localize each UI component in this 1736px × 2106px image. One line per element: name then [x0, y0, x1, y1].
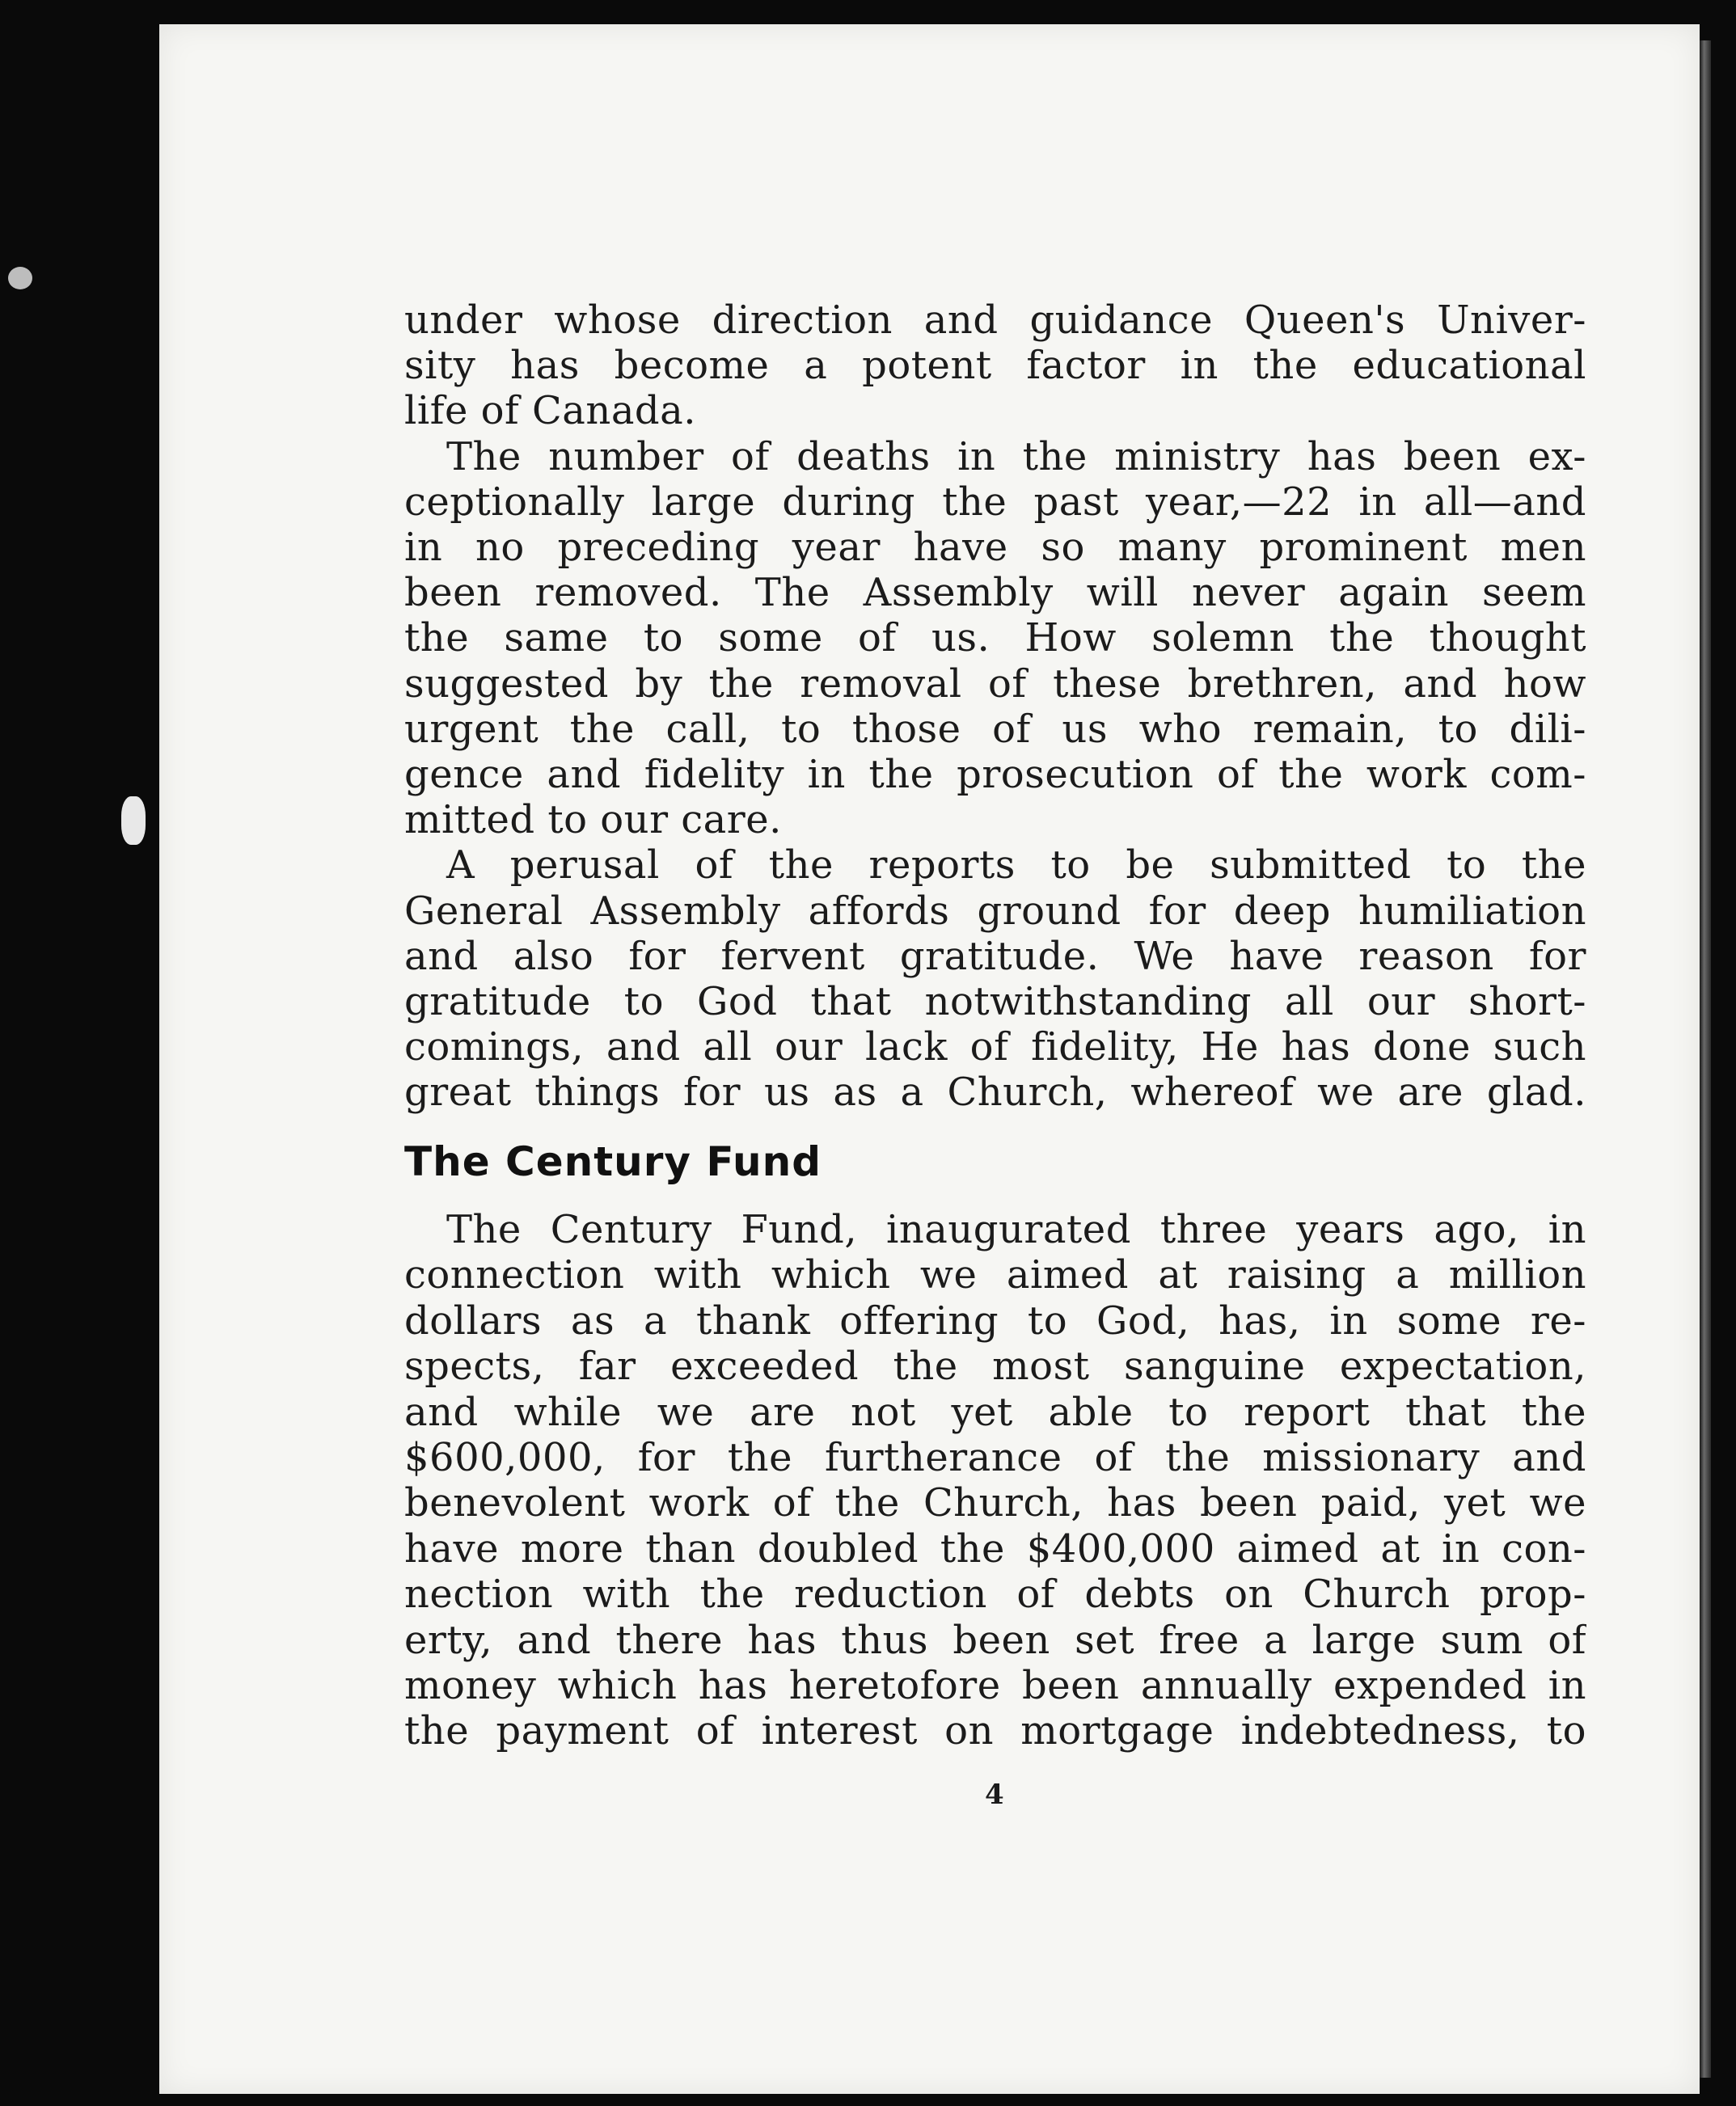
- text-line: gence and fidelity in the prosecution of the work com-: [404, 752, 1586, 798]
- text-line: connection with which we aimed at raising a million: [404, 1252, 1586, 1298]
- text-line: and while we are not yet able to report that the: [404, 1389, 1586, 1435]
- scan-speck: [121, 796, 146, 845]
- text-line: ceptionally large during the past year,—22 in all—and: [404, 479, 1586, 525]
- text-line: have more than doubled the $400,000 aimed at in con-: [404, 1526, 1586, 1572]
- text-line: money which has heretofore been annually expended in: [404, 1663, 1586, 1709]
- text-line: urgent the call, to those of us who remain, to dili-: [404, 706, 1586, 752]
- text-line: The Century Fund, inaugurated three years ago, in: [446, 1207, 1586, 1252]
- text-line: suggested by the removal of these brethren, and how: [404, 660, 1586, 707]
- text-line: the same to some of us. How solemn the thought: [404, 615, 1586, 661]
- text-line: A perusal of the reports to be submitted to the: [446, 842, 1586, 888]
- page-edge: [1700, 40, 1711, 2078]
- text-line: spects, far exceeded the most sanguine expectation,: [404, 1344, 1586, 1390]
- text-line: under whose direction and guidance Queen's Univer-: [404, 298, 1586, 343]
- body-text-top: [404, 298, 1586, 1116]
- section-heading: The Century Fund: [404, 1138, 822, 1185]
- text-line: great things for us as a Church, whereof we are glad.: [404, 1070, 1586, 1116]
- scan-speck: [8, 267, 32, 289]
- text-line: in no preceding year have so many prominent men: [404, 525, 1586, 571]
- text-line: comings, and all our lack of fidelity, He has done such: [404, 1024, 1586, 1070]
- text-line: The number of deaths in the ministry has been ex-: [446, 433, 1586, 479]
- page-number: 4: [985, 1779, 1004, 1811]
- text-line: benevolent work of the Church, has been paid, yet we: [404, 1480, 1586, 1526]
- text-line: mitted to our care.: [404, 797, 782, 843]
- text-line: gratitude to God that notwithstanding all our short-: [404, 979, 1586, 1025]
- text-line: General Assembly affords ground for deep humiliation: [404, 888, 1586, 934]
- text-line: nection with the reduction of debts on Church prop-: [404, 1572, 1586, 1618]
- text-line: dollars as a thank offering to God, has, in some re-: [404, 1298, 1586, 1344]
- text-line: life of Canada.: [404, 388, 697, 434]
- text-line: sity has become a potent factor in the educational: [404, 343, 1586, 389]
- text-line: the payment of interest on mortgage indebtedness, to: [404, 1708, 1586, 1754]
- text-line: $600,000, for the furtherance of the missionary and: [404, 1435, 1586, 1481]
- text-line: erty, and there has thus been set free a large sum of: [404, 1617, 1586, 1663]
- body-text-bottom: [404, 1207, 1586, 1754]
- text-line: and also for fervent gratitude. We have reason for: [404, 933, 1586, 979]
- text-line: been removed. The Assembly will never again seem: [404, 570, 1586, 616]
